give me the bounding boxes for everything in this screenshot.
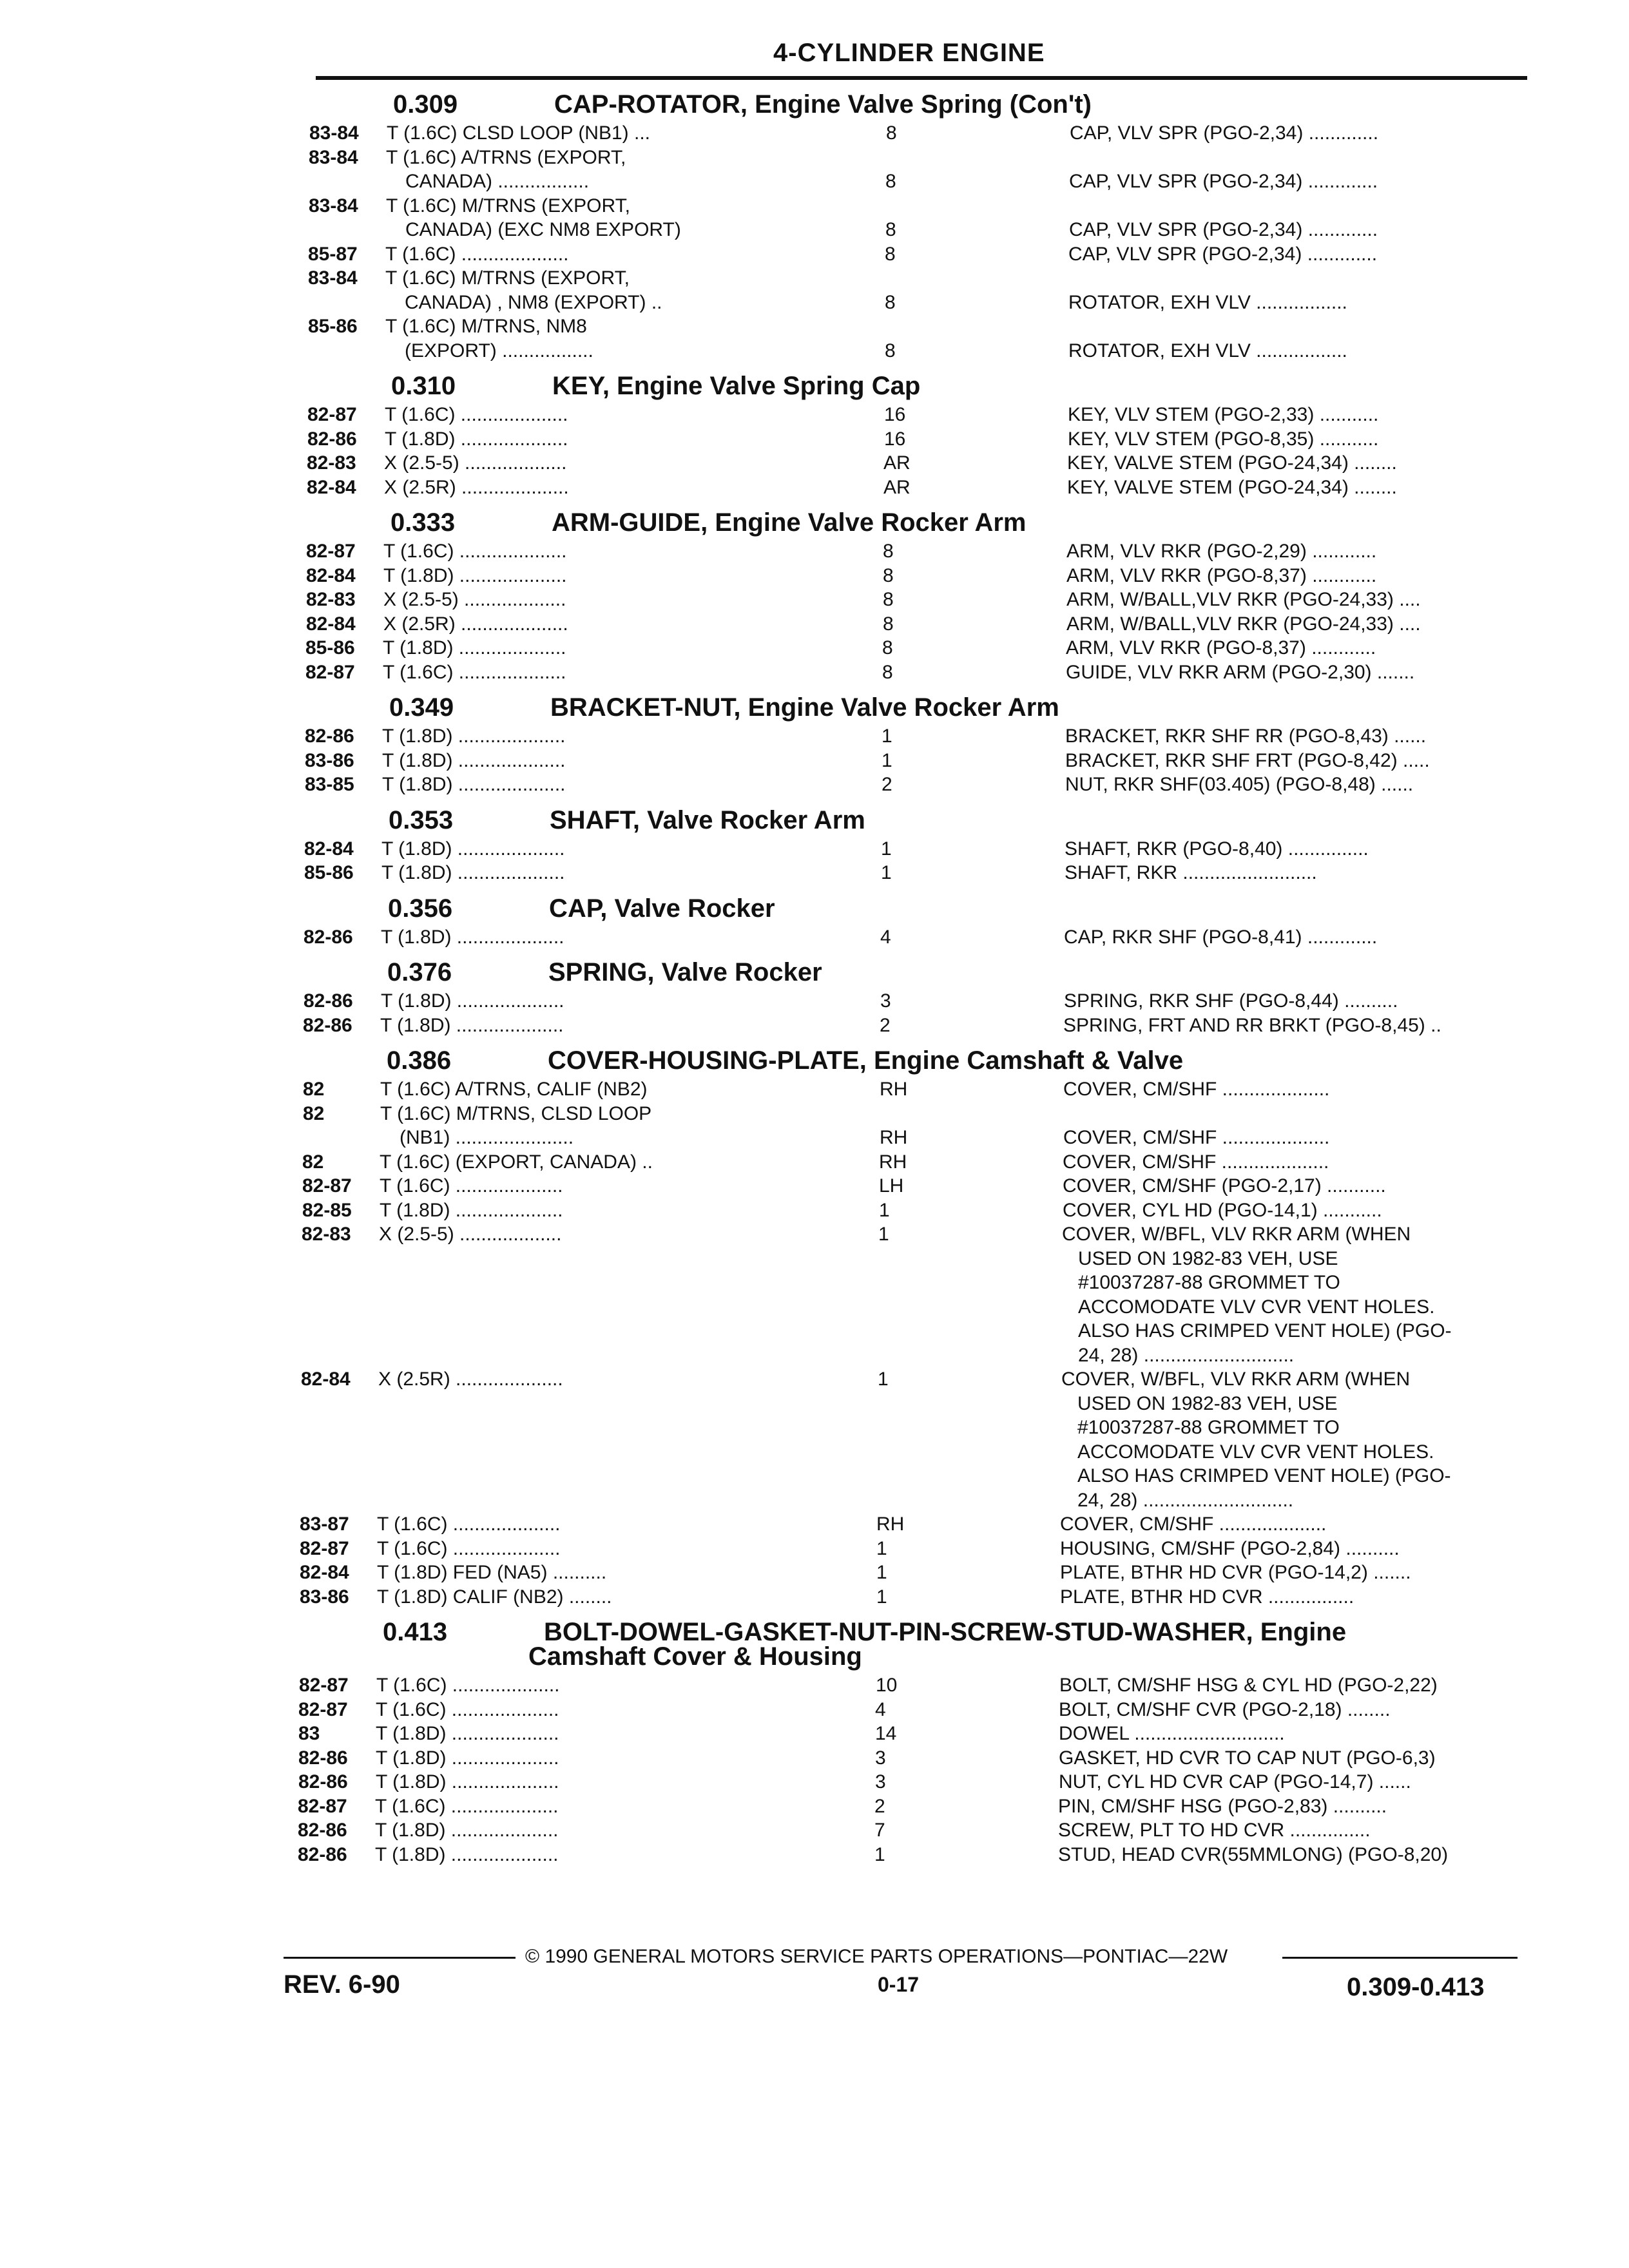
application-desc: T (1.6C) (EXPORT, CANADA) .. — [380, 1151, 653, 1173]
application-desc: T (1.6C) .................... — [383, 541, 567, 562]
application-desc: T (1.8D) .................... — [385, 428, 568, 450]
application-desc: T (1.8D) .................... — [382, 726, 566, 747]
part-description: KEY, VLV STEM (PGO-8,35) ........... — [1068, 428, 1379, 450]
model-years: 82-84 — [306, 613, 356, 635]
quantity: 1 — [882, 726, 892, 747]
model-years: 82 — [303, 1102, 325, 1124]
quantity: 4 — [875, 1698, 886, 1720]
model-years: 82-84 — [304, 838, 354, 860]
part-description-continued: ALSO HAS CRIMPED VENT HOLE) (PGO- — [1077, 1465, 1451, 1486]
model-years: 85-86 — [305, 637, 355, 658]
application-desc: (NB1) ...................... — [400, 1127, 574, 1148]
part-description: PIN, CM/SHF HSG (PGO-2,83) .......... — [1058, 1795, 1387, 1817]
part-description: COVER, CM/SHF (PGO-2,17) ........... — [1063, 1175, 1386, 1196]
footer-rule-right — [1282, 1957, 1518, 1959]
model-years: 83-86 — [305, 749, 354, 771]
footer-revision: REV. 6-90 — [284, 1970, 400, 1999]
section-title: COVER-HOUSING-PLATE, Engine Camshaft & Valve — [548, 1046, 1184, 1075]
application-desc: T (1.8D) .................... — [381, 838, 565, 860]
model-years: 85-87 — [308, 243, 358, 265]
section-title: SHAFT, Valve Rocker Arm — [550, 805, 865, 834]
model-years: 83-86 — [300, 1586, 349, 1608]
quantity: 1 — [881, 862, 892, 883]
model-years: 82-85 — [302, 1199, 352, 1221]
quantity: 8 — [885, 219, 896, 240]
application-desc: T (1.6C) A/TRNS (EXPORT, — [386, 146, 626, 168]
footer-rule-left — [284, 1957, 516, 1959]
quantity: 1 — [878, 1369, 889, 1390]
application-desc: X (2.5R) .................... — [383, 613, 568, 635]
quantity: 1 — [878, 1224, 889, 1245]
quantity: AR — [883, 452, 911, 474]
model-years: 85-86 — [304, 862, 354, 883]
application-desc: T (1.6C) .................... — [385, 404, 568, 425]
quantity: 8 — [883, 564, 894, 586]
part-description-continued: USED ON 1982-83 VEH, USE — [1078, 1247, 1338, 1269]
model-years: 82 — [303, 1079, 325, 1100]
application-desc: X (2.5R) .................... — [384, 476, 569, 498]
application-desc: X (2.5-5) ................... — [384, 452, 567, 474]
section-title: BOLT-DOWEL-GASKET-NUT-PIN-SCREW-STUD-WASHER, Engine — [544, 1618, 1347, 1646]
section-number: 0.333 — [390, 508, 456, 537]
section-number: 0.310 — [391, 372, 456, 400]
application-desc: CANADA) (EXC NM8 EXPORT) — [405, 219, 681, 240]
model-years: 82-83 — [302, 1224, 351, 1245]
application-desc: T (1.8D) .................... — [375, 1820, 559, 1841]
quantity: RH — [880, 1127, 908, 1148]
part-description: BRACKET, RKR SHF RR (PGO-8,43) ...... — [1065, 726, 1427, 747]
application-desc: T (1.6C) A/TRNS, CALIF (NB2) — [380, 1079, 648, 1100]
quantity: 8 — [885, 243, 896, 265]
part-description: GASKET, HD CVR TO CAP NUT (PGO-6,3) — [1059, 1747, 1436, 1769]
application-desc: T (1.6C) .................... — [377, 1514, 561, 1535]
header-rule — [316, 76, 1527, 80]
application-desc: T (1.8D) CALIF (NB2) ........ — [377, 1586, 612, 1608]
part-description: KEY, VALVE STEM (PGO-24,34) ........ — [1067, 452, 1397, 474]
part-description: KEY, VLV STEM (PGO-2,33) ........... — [1068, 404, 1379, 425]
quantity: RH — [879, 1151, 907, 1173]
application-desc: (EXPORT) ................. — [405, 340, 593, 361]
section-number: 0.309 — [393, 90, 458, 119]
application-desc: T (1.8D) .................... — [376, 1747, 559, 1769]
quantity: 1 — [881, 838, 892, 860]
model-years: 83-87 — [300, 1514, 349, 1535]
part-description: ARM, VLV RKR (PGO-2,29) ............ — [1066, 541, 1377, 562]
part-description: GUIDE, VLV RKR ARM (PGO-2,30) ....... — [1066, 661, 1415, 683]
model-years: 83-84 — [309, 195, 358, 216]
part-description: SPRING, RKR SHF (PGO-8,44) .......... — [1064, 990, 1398, 1012]
quantity: 10 — [876, 1675, 898, 1696]
part-description: COVER, W/BFL, VLV RKR ARM (WHEN — [1061, 1369, 1411, 1390]
quantity: 8 — [885, 171, 896, 192]
part-description-continued: #10037287-88 GROMMET TO — [1077, 1417, 1340, 1438]
application-desc: T (1.6C) .................... — [377, 1537, 561, 1559]
application-desc: T (1.8D) FED (NA5) .......... — [377, 1562, 607, 1583]
quantity: 2 — [882, 774, 892, 795]
part-description-continued: #10037287-88 GROMMET TO — [1078, 1272, 1340, 1293]
part-description: COVER, CM/SHF .................... — [1063, 1151, 1329, 1173]
application-desc: X (2.5-5) ................... — [379, 1224, 562, 1245]
section-number: 0.376 — [387, 958, 452, 986]
quantity: 3 — [875, 1747, 886, 1769]
part-description: ARM, VLV RKR (PGO-8,37) ............ — [1066, 637, 1376, 658]
model-years: 83-85 — [305, 774, 354, 795]
model-years: 82-87 — [307, 404, 357, 425]
part-description: SHAFT, RKR ......................... — [1065, 862, 1317, 883]
model-years: 82-84 — [300, 1562, 349, 1583]
quantity: 16 — [884, 428, 906, 450]
application-desc: T (1.8D) .................... — [376, 1723, 559, 1744]
part-description: SCREW, PLT TO HD CVR ............... — [1058, 1820, 1371, 1841]
model-years: 82-86 — [298, 1820, 347, 1841]
application-desc: CANADA) , NM8 (EXPORT) .. — [405, 291, 662, 313]
part-description: COVER, CYL HD (PGO-14,1) ........... — [1063, 1199, 1382, 1221]
quantity: AR — [883, 476, 911, 498]
model-years: 82-86 — [307, 428, 357, 450]
part-description: CAP, VLV SPR (PGO-2,34) ............. — [1070, 122, 1379, 144]
quantity: 1 — [874, 1843, 885, 1865]
model-years: 83-84 — [309, 146, 358, 168]
page-header-title: 4-CYLINDER ENGINE — [773, 39, 1045, 67]
model-years: 83-84 — [309, 122, 359, 144]
model-years: 82-87 — [300, 1537, 349, 1559]
application-desc: T (1.8D) .................... — [381, 990, 564, 1012]
model-years: 82-84 — [301, 1369, 351, 1390]
application-desc: T (1.8D) .................... — [375, 1843, 559, 1865]
section-title: CAP-ROTATOR, Engine Valve Spring (Con't) — [554, 90, 1092, 119]
model-years: 82-86 — [304, 926, 353, 948]
part-description: CAP, VLV SPR (PGO-2,34) ............. — [1068, 243, 1378, 265]
footer-page-number: 0-17 — [878, 1973, 920, 1996]
model-years: 82-87 — [298, 1795, 347, 1817]
quantity: 8 — [883, 613, 894, 635]
application-desc: T (1.8D) .................... — [382, 774, 566, 795]
part-description-continued: 24, 28) ............................ — [1078, 1344, 1295, 1366]
quantity: 8 — [886, 122, 897, 144]
model-years: 83-84 — [308, 267, 358, 289]
section-number: 0.349 — [389, 693, 454, 722]
model-years: 82-86 — [298, 1771, 348, 1792]
model-years: 82-84 — [306, 564, 356, 586]
part-description: COVER, CM/SHF .................... — [1063, 1079, 1330, 1100]
quantity: RH — [876, 1514, 905, 1535]
application-desc: T (1.8D) .................... — [382, 749, 566, 771]
application-desc: T (1.6C) CLSD LOOP (NB1) ... — [387, 122, 650, 144]
quantity: 3 — [875, 1771, 886, 1792]
quantity: 2 — [880, 1014, 891, 1036]
application-desc: T (1.6C) .................... — [375, 1795, 559, 1817]
application-desc: CANADA) ................. — [405, 171, 590, 192]
part-description: NUT, CYL HD CVR CAP (PGO-14,7) ...... — [1059, 1771, 1411, 1792]
model-years: 82-86 — [305, 726, 354, 747]
part-description: ARM, W/BALL,VLV RKR (PGO-24,33) .... — [1066, 589, 1421, 610]
quantity: 1 — [876, 1562, 887, 1583]
quantity: 14 — [875, 1723, 897, 1744]
part-description: SHAFT, RKR (PGO-8,40) ............... — [1065, 838, 1369, 860]
application-desc: T (1.8D) .................... — [380, 1199, 563, 1221]
quantity: 8 — [882, 637, 893, 658]
part-description: STUD, HEAD CVR(55MMLONG) (PGO-8,20) — [1058, 1843, 1449, 1865]
section-title-continued: Camshaft Cover & Housing — [528, 1642, 862, 1671]
part-description: KEY, VALVE STEM (PGO-24,34) ........ — [1067, 476, 1397, 498]
application-desc: X (2.5R) .................... — [378, 1369, 563, 1390]
part-description-continued: ALSO HAS CRIMPED VENT HOLE) (PGO- — [1078, 1320, 1452, 1341]
part-description: BOLT, CM/SHF CVR (PGO-2,18) ........ — [1059, 1698, 1391, 1720]
section-number: 0.413 — [383, 1618, 448, 1646]
application-desc: T (1.8D) .................... — [381, 862, 565, 883]
application-desc: T (1.8D) .................... — [381, 926, 564, 948]
application-desc: T (1.8D) .................... — [383, 564, 567, 586]
quantity: 7 — [874, 1820, 885, 1841]
model-years: 82-87 — [299, 1675, 349, 1696]
part-description: NUT, RKR SHF(03.405) (PGO-8,48) ...... — [1065, 774, 1414, 795]
part-description: COVER, W/BFL, VLV RKR ARM (WHEN — [1062, 1224, 1411, 1245]
part-description: COVER, CM/SHF .................... — [1060, 1514, 1327, 1535]
model-years: 82-86 — [298, 1747, 348, 1769]
quantity: RH — [880, 1079, 908, 1100]
footer-section-range: 0.309-0.413 — [1347, 1973, 1485, 2001]
part-description: CAP, VLV SPR (PGO-2,34) ............. — [1069, 219, 1378, 240]
model-years: 82-87 — [305, 661, 355, 683]
application-desc: T (1.6C) M/TRNS (EXPORT, — [385, 267, 630, 289]
part-description-continued: ACCOMODATE VLV CVR VENT HOLES. — [1078, 1296, 1435, 1318]
quantity: 1 — [876, 1586, 887, 1608]
section-title: KEY, Engine Valve Spring Cap — [552, 372, 921, 400]
part-description: ROTATOR, EXH VLV ................. — [1068, 291, 1347, 313]
model-years: 82-87 — [306, 541, 356, 562]
application-desc: T (1.6C) .................... — [385, 243, 569, 265]
application-desc: T (1.8D) .................... — [380, 1014, 564, 1036]
part-description: ARM, VLV RKR (PGO-8,37) ............ — [1066, 564, 1377, 586]
part-description: BRACKET, RKR SHF FRT (PGO-8,42) ..... — [1065, 749, 1430, 771]
quantity: 1 — [882, 749, 892, 771]
part-description: BOLT, CM/SHF HSG & CYL HD (PGO-2,22) — [1059, 1675, 1438, 1696]
quantity: 2 — [874, 1795, 885, 1817]
quantity: 8 — [883, 541, 894, 562]
model-years: 82-87 — [298, 1698, 348, 1720]
section-number: 0.386 — [387, 1046, 452, 1075]
part-description: COVER, CM/SHF .................... — [1063, 1127, 1330, 1148]
part-description: HOUSING, CM/SHF (PGO-2,84) .......... — [1060, 1537, 1400, 1559]
section-number: 0.353 — [389, 805, 454, 834]
model-years: 83 — [298, 1723, 320, 1744]
section-title: ARM-GUIDE, Engine Valve Rocker Arm — [552, 508, 1027, 537]
model-years: 85-86 — [308, 316, 358, 337]
footer-copyright: © 1990 GENERAL MOTORS SERVICE PARTS OPERATIONS—PONTIAC—22W — [525, 1946, 1228, 1967]
application-desc: T (1.6C) M/TRNS, NM8 — [385, 316, 587, 337]
part-description: ROTATOR, EXH VLV ................. — [1068, 340, 1347, 361]
model-years: 82 — [302, 1151, 324, 1173]
model-years: 82-86 — [304, 990, 353, 1012]
application-desc: T (1.6C) .................... — [376, 1675, 560, 1696]
part-description-continued: USED ON 1982-83 VEH, USE — [1077, 1392, 1338, 1414]
section-title: BRACKET-NUT, Engine Valve Rocker Arm — [550, 693, 1059, 722]
section-number: 0.356 — [388, 894, 453, 923]
part-description: CAP, VLV SPR (PGO-2,34) ............. — [1069, 171, 1378, 192]
application-desc: T (1.8D) .................... — [376, 1771, 559, 1792]
part-description-continued: 24, 28) ............................ — [1077, 1489, 1294, 1511]
quantity: 8 — [882, 661, 893, 683]
part-description: SPRING, FRT AND RR BRKT (PGO-8,45) .. — [1063, 1014, 1441, 1036]
application-desc: T (1.6C) M/TRNS, CLSD LOOP — [380, 1102, 652, 1124]
quantity: 8 — [885, 291, 896, 313]
model-years: 82-86 — [303, 1014, 352, 1036]
application-desc: T (1.6C) .................... — [380, 1175, 563, 1196]
quantity: 8 — [885, 340, 896, 361]
application-desc: T (1.6C) .................... — [383, 661, 566, 683]
quantity: 1 — [879, 1199, 890, 1221]
application-desc: T (1.6C) M/TRNS (EXPORT, — [386, 195, 630, 216]
application-desc: T (1.8D) .................... — [383, 637, 566, 658]
part-description: CAP, RKR SHF (PGO-8,41) ............. — [1064, 926, 1378, 948]
application-desc: X (2.5-5) ................... — [383, 589, 566, 610]
quantity: 1 — [876, 1537, 887, 1559]
model-years: 82-83 — [307, 452, 356, 474]
quantity: 8 — [883, 589, 894, 610]
quantity: LH — [879, 1175, 904, 1196]
application-desc: T (1.6C) .................... — [376, 1698, 559, 1720]
part-description: ARM, W/BALL,VLV RKR (PGO-24,33) .... — [1066, 613, 1421, 635]
quantity: 3 — [880, 990, 891, 1012]
model-years: 82-83 — [306, 589, 356, 610]
part-description: PLATE, BTHR HD CVR (PGO-14,2) ....... — [1060, 1562, 1411, 1583]
part-description: PLATE, BTHR HD CVR ................ — [1060, 1586, 1354, 1608]
section-title: CAP, Valve Rocker — [549, 894, 775, 923]
part-description-continued: ACCOMODATE VLV CVR VENT HOLES. — [1077, 1441, 1434, 1463]
model-years: 82-86 — [298, 1843, 347, 1865]
section-title: SPRING, Valve Rocker — [548, 958, 822, 986]
quantity: 16 — [884, 404, 906, 425]
model-years: 82-84 — [307, 476, 356, 498]
part-description: DOWEL ............................ — [1059, 1723, 1285, 1744]
model-years: 82-87 — [302, 1175, 352, 1196]
quantity: 4 — [880, 926, 891, 948]
